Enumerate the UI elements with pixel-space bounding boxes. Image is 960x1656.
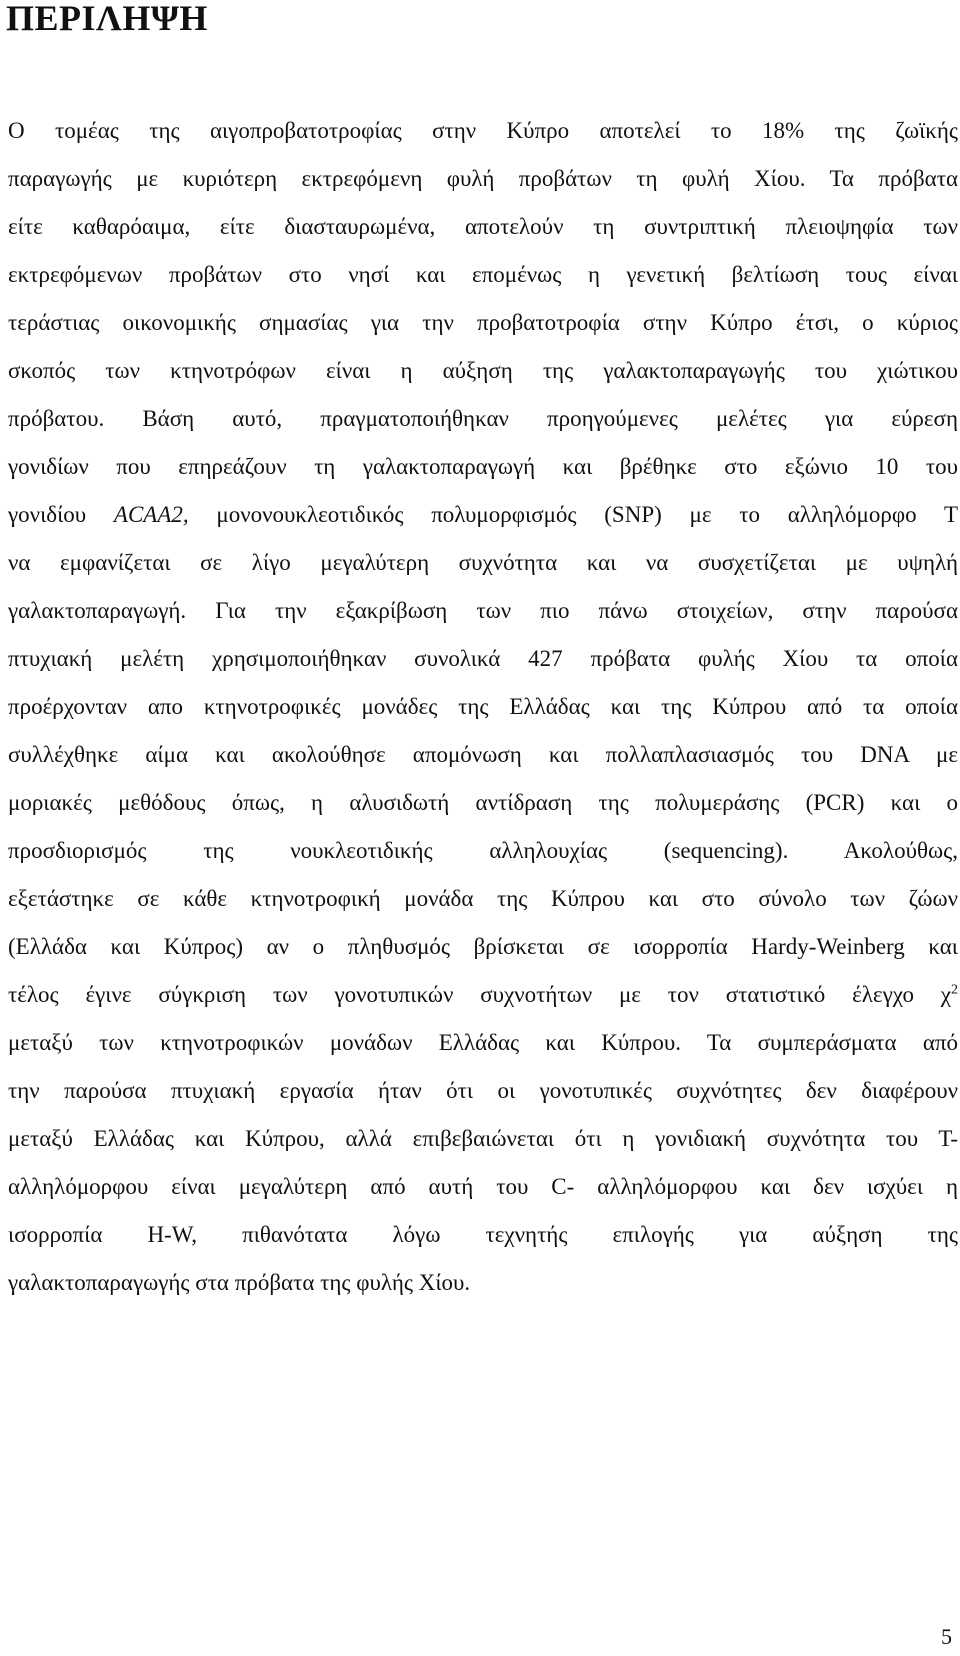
paragraph-line-22: μεταξύ Ελλάδας και Κύπρου, αλλά επιβεβαιώνεται ότι η γονιδιακή συχνότητα του Τ- [8,1126,958,1151]
paragraph-line-11: γαλακτοπαραγωγή. Για την εξακρίβωση των πιο πάνω στοιχείων, στην παρούσα [8,598,958,623]
paragraph-line-2: παραγωγής με κυριότερη εκτρεφόμενη φυλή προβάτων τη φυλή Χίου. Τα πρόβατα [8,166,958,191]
paragraph-line-17: εξετάστηκε σε κάθε κτηνοτροφική μονάδα της Κύπρου και στο σύνολο των ζώων [8,886,958,911]
paragraph-line-20: μεταξύ των κτηνοτροφικών μονάδων Ελλάδας και Κύπρου. Τα συμπεράσματα από [8,1030,958,1055]
paragraph-line-10: να εμφανίζεται σε λίγο μεγαλύτερη συχνότητα και να συσχετίζεται με υψηλή [8,550,958,575]
line-19-text: τέλος έγινε σύγκριση των γονοτυπικών συχνοτήτων με τον στατιστικό έλεγχο χ [8,982,951,1007]
paragraph-line-25: γαλακτοπαραγωγής στα πρόβατα της φυλής Χίου. [8,1270,471,1295]
paragraph-line-19 [8,971,958,1019]
line-9-suffix: μονονουκλεοτιδικός πολυμορφισμός (SNP) με το αλληλόμορφο Τ [188,502,958,527]
paragraph-line-9 [8,491,958,539]
paragraph-line-24: ισορροπία H-W, πιθανότατα λόγω τεχνητής επιλογής για αύξηση της [8,1222,958,1247]
paragraph-line-3: είτε καθαρόαιμα, είτε διασταυρωμένα, αποτελούν τη συντριπτική πλειοψηφία των [8,214,958,239]
paragraph-line-23: αλληλόμορφου είναι μεγαλύτερη από αυτή του C- αλληλόμορφου και δεν ισχύει η [8,1174,958,1199]
paragraph-line-4: εκτρεφόμενων προβάτων στο νησί και επομένως η γενετική βελτίωση τους είναι [8,262,958,287]
paragraph-line-7: πρόβατου. Βάση αυτό, πραγματοποιήθηκαν προηγούμενες μελέτες για εύρεση [8,406,958,431]
page-title: ΠΕΡΙΛΗΨΗ [6,0,208,38]
gene-name: ACAA2, [113,502,189,527]
paragraph-line-13: προέρχονταν απο κτηνοτροφικές μονάδες της Ελλάδας και της Κύπρου από τα οποία [8,694,958,719]
paragraph-line-21: την παρούσα πτυχιακή εργασία ήταν ότι οι γονοτυπικές συχνότητες δεν διαφέρουν [8,1078,958,1103]
page-number: 5 [941,1624,952,1649]
paragraph-line-1: Ο τομέας της αιγοπροβατοτροφίας στην Κύπρο αποτελεί το 18% της ζωϊκής [8,118,958,143]
paragraph-line-5: τεράστιας οικονομικής σημασίας για την προβατοτροφία στην Κύπρο έτσι, ο κύριος [8,310,958,335]
paragraph-line-14: συλλέχθηκε αίμα και ακολούθησε απομόνωση και πολλαπλασιασμός του DNA με [8,742,958,767]
chi-square-superscript: 2 [951,982,958,998]
line-9-prefix: γονιδίου [8,502,114,527]
paragraph-line-18: (Ελλάδα και Κύπρος) αν ο πληθυσμός βρίσκεται σε ισορροπία Hardy-Weinberg και [8,934,958,959]
paragraph-line-12: πτυχιακή μελέτη χρησιμοποιήθηκαν συνολικά 427 πρόβατα φυλής Χίου τα οποία [8,646,958,671]
paragraph-line-16: προσδιορισμός της νουκλεοτιδικής αλληλουχίας (sequencing). Ακολούθως, [8,838,958,863]
abstract-paragraph [8,107,958,1307]
paragraph-line-6: σκοπός των κτηνοτρόφων είναι η αύξηση της γαλακτοπαραγωγής του χιώτικου [8,358,958,383]
paragraph-line-15: μοριακές μεθόδους όπως, η αλυσιδωτή αντίδραση της πολυμεράσης (PCR) και ο [8,790,958,815]
paragraph-line-8: γονιδίων που επηρεάζουν τη γαλακτοπαραγωγή και βρέθηκε στο εξώνιο 10 του [8,454,958,479]
